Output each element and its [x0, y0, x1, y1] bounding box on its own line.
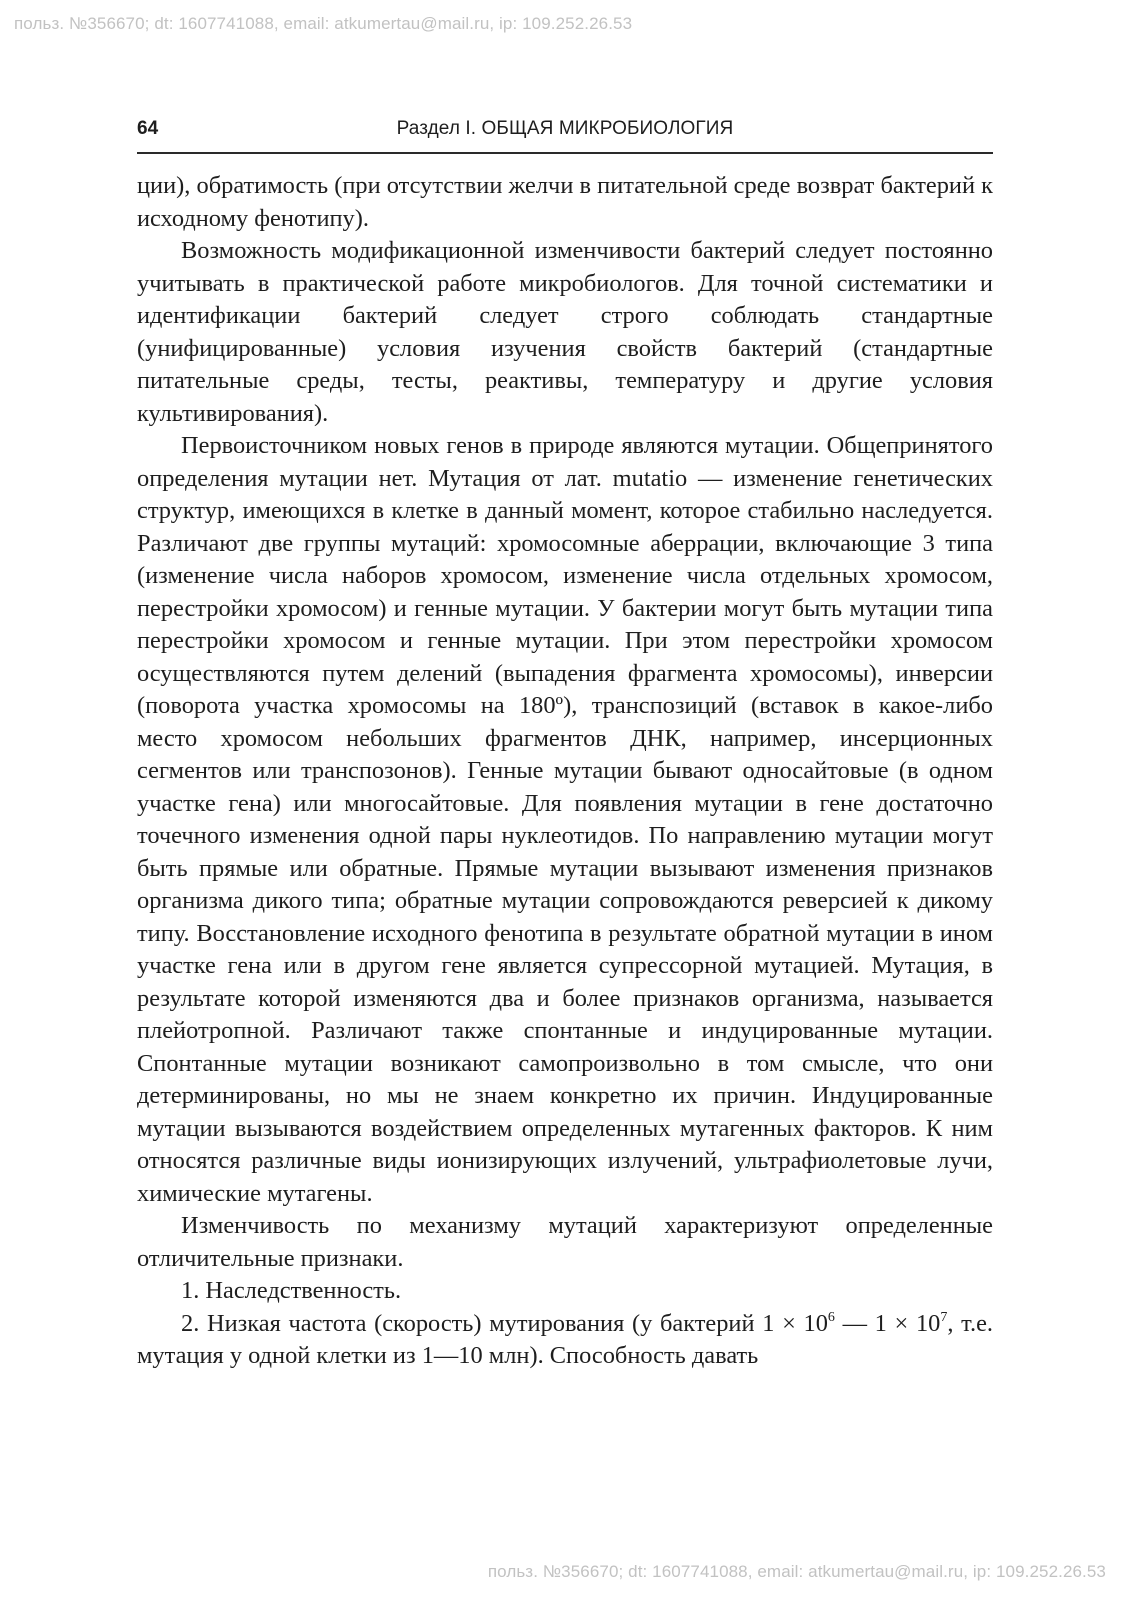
- list-item: 1. Наследственность.: [181, 1277, 402, 1304]
- section-title: Раздел I. ОБЩАЯ МИКРОБИОЛОГИЯ: [396, 118, 734, 139]
- paragraph: Первоисточником новых генов в природе являются мутации. Общепринятого определения мутации нет. Мутация от лат. mutatio — изменение генетических структур, имеющихся в клетке в данный момент, которое стабильно наследуется. Различают две группы мутаций: хромосомные аберрации, включающие 3 типа (изменение числа наборов хромосом, изменение числа отдельных хромосом, перестройки хромосом) и генные мутации. У бактерии могут быть мутации типа перестройки хромосом и генные мутации. При этом перестройки хромосом осуществляются путем делений (выпадения фрагмента хромосомы), инверсии (поворота участка хромосомы на 180º), транспозиций (вставок в какое-либо место хромосом небольших фрагментов ДНК, например, инсерционных сегментов или транспозонов). Генные мутации бывают односайтовые (в одном участке гена) или многосайтовые. Для появления мутации в гене достаточно точечного изменения одной пары нуклеотидов. По направлению мутации могут быть прямые или обратные. Прямые мутации вызывают изменения признаков организма дикого типа; обратные мутации сопровождаются реверсией к дикому типу. Восстановление исходного фенотипа в результате обратной мутации в ином участке гена или в другом гене является супрессорной мутацией. Мутация, в результате которой изменяются два и более признаков организма, называется плейотропной. Различают также спонтанные и индуцированные мутации. Спонтанные мутации возникают самопроизвольно в том смысле, что они детерминированы, но мы не знаем конкретно их причин. Индуцированные мутации вызываются воздействием определенных мутагенных факторов. К ним относятся различные виды ионизирующих излучений, ультрафиолетовые лучи, химические мутагены.: [137, 432, 993, 1207]
- paragraph: Возможность модификационной изменчивости бактерий следует постоянно учитывать в практической работе микробиологов. Для точной систематики и идентификации бактерий следует строго соблюдать стандартные (унифицированные) условия изучения свойств бактерий (стандартные питательные среды, тесты, реактивы, температуру и другие условия культивирования).: [137, 237, 993, 427]
- page-body: [137, 170, 993, 1373]
- superscript: 6: [827, 1309, 835, 1325]
- watermark-top: польз. №356670; dt: 1607741088, email: atkumertau@mail.ru, ip: 109.252.26.53: [14, 14, 633, 33]
- watermark-bottom: польз. №356670; dt: 1607741088, email: atkumertau@mail.ru, ip: 109.252.26.53: [487, 1562, 1106, 1581]
- text-run: — 1 × 10: [834, 1309, 941, 1337]
- paragraph: Изменчивость по механизму мутаций характеризуют определенные отличительные признаки.: [137, 1212, 993, 1272]
- list-item: [137, 1308, 993, 1373]
- text-run: 2. Низкая частота (скорость) мутирования (у бактерий 1 × 10: [181, 1309, 828, 1337]
- running-header: [137, 114, 993, 154]
- superscript: 7: [940, 1309, 948, 1325]
- paragraph: ции), обратимость (при отсутствии желчи в питательной среде возврат бактерий к исходному фенотипу).: [137, 172, 993, 232]
- text-run: , т.е. мутация у одной клетки из 1—10 млн). Способность давать: [137, 1309, 993, 1369]
- page-number: 64: [137, 118, 159, 139]
